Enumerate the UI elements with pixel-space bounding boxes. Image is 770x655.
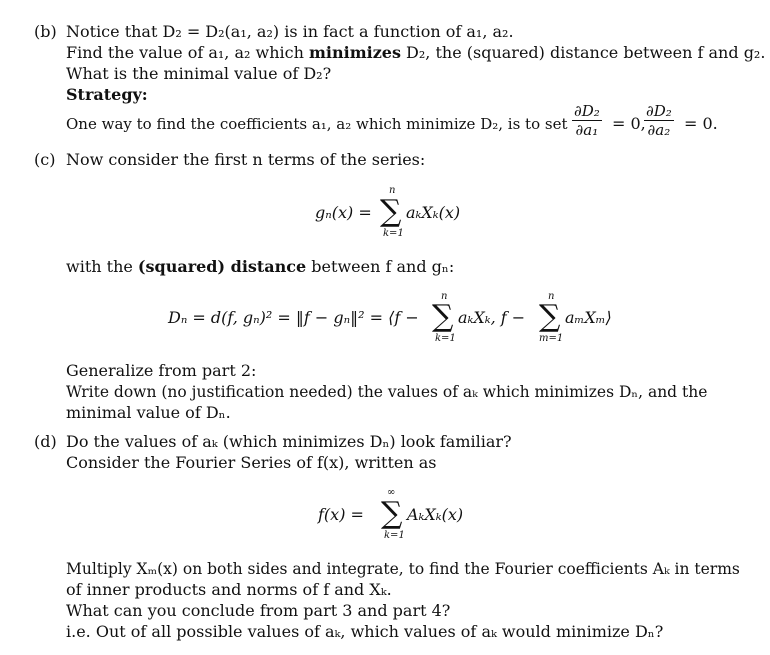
generalize-line-3: minimal value of Dₙ. <box>66 403 231 422</box>
dn-sum-2-upper-limit: n <box>548 291 555 302</box>
gn-sum-lower-limit: k=1 <box>383 228 404 239</box>
part-c-line-1: Now consider the first n terms of the series: <box>66 150 426 169</box>
fourier-sigma-symbol: ∑ <box>381 496 403 531</box>
multiply-line-2: of inner products and norms of f and Xₖ. <box>66 580 392 599</box>
fraction-dD2-da1 <box>572 102 602 139</box>
strategy-heading: Strategy: <box>66 85 148 104</box>
generalize-line-1: Generalize from part 2: <box>66 361 257 380</box>
dn-sum-1-upper-limit: n <box>441 291 448 302</box>
dn-sigma-2-symbol: ∑ <box>539 299 561 334</box>
fraction-2-denominator: ∂a₂ <box>647 121 671 139</box>
part-b-line-1: Notice that D₂ = D₂(a₁, a₂) is in fact a function of a₁, a₂. <box>66 22 514 41</box>
part-b-label: (b) <box>34 22 57 41</box>
fourier-sum-lower-limit: k=1 <box>384 530 405 541</box>
strategy-text: One way to find the coefficients a₁, a₂ which minimize D₂, is to set <box>66 115 568 133</box>
dn-sum-2-lower-limit: m=1 <box>539 333 564 344</box>
fourier-equation-lhs: f(x) = <box>318 505 364 524</box>
distance-intro-post: between f and gₙ: <box>306 257 455 276</box>
part-b-line-2-post: D₂, the (squared) distance between f and g₂. <box>400 43 766 62</box>
equals-zero-comma: = 0, <box>612 114 646 133</box>
dn-sum-1-lower-limit: k=1 <box>435 333 456 344</box>
part-b-line-2-pre: Find the value of a₁, a₂ which <box>66 43 309 62</box>
multiply-line-1: Multiply Xₘ(x) on both sides and integrate, to find the Fourier coefficients Aₖ in terms <box>66 560 740 578</box>
fraction-2-numerator: ∂D₂ <box>646 102 672 120</box>
equals-zero-period: = 0. <box>684 114 718 133</box>
part-b-line-3: What is the minimal value of D₂? <box>66 64 332 83</box>
dn-equation-end: aₘXₘ⟩ <box>565 308 612 327</box>
gn-sum-upper-limit: n <box>389 185 396 196</box>
gn-equation-lhs: gₙ(x) = <box>315 203 372 222</box>
distance-intro <box>66 257 454 277</box>
gn-sigma-symbol: ∑ <box>380 194 402 229</box>
distance-intro-pre: with the <box>66 257 138 276</box>
part-c-label: (c) <box>34 150 56 169</box>
part-d-label: (d) <box>34 432 57 451</box>
generalize-line-2: Write down (no justification needed) the values of aₖ which minimizes Dₙ, and the <box>66 383 708 401</box>
fraction-1-numerator: ∂D₂ <box>574 102 600 120</box>
multiply-line-3: What can you conclude from part 3 and part 4? <box>66 601 451 620</box>
fourier-sum-upper-limit: ∞ <box>387 487 396 498</box>
gn-equation-rhs: aₖXₖ(x) <box>406 203 461 222</box>
multiply-line-4: i.e. Out of all possible values of aₖ, which values of aₖ would minimize Dₙ? <box>66 622 664 641</box>
part-b-line-2 <box>66 43 765 63</box>
part-b-line-2-bold: minimizes <box>308 43 401 62</box>
fourier-equation-rhs: AₖXₖ(x) <box>407 505 464 524</box>
dn-sigma-1-symbol: ∑ <box>432 299 454 334</box>
dn-equation-mid: aₖXₖ, f − <box>458 308 526 327</box>
fraction-1-denominator: ∂a₁ <box>575 121 599 139</box>
fraction-dD2-da2 <box>644 102 674 139</box>
part-d-line-1: Do the values of aₖ (which minimizes Dₙ) look familiar? <box>66 432 512 451</box>
distance-intro-bold: (squared) distance <box>137 257 307 276</box>
dn-equation-lhs: Dₙ = d(f, gₙ)² = ‖f − gₙ‖² = ⟨f − <box>168 308 419 327</box>
part-d-line-2: Consider the Fourier Series of f(x), written as <box>66 453 437 472</box>
